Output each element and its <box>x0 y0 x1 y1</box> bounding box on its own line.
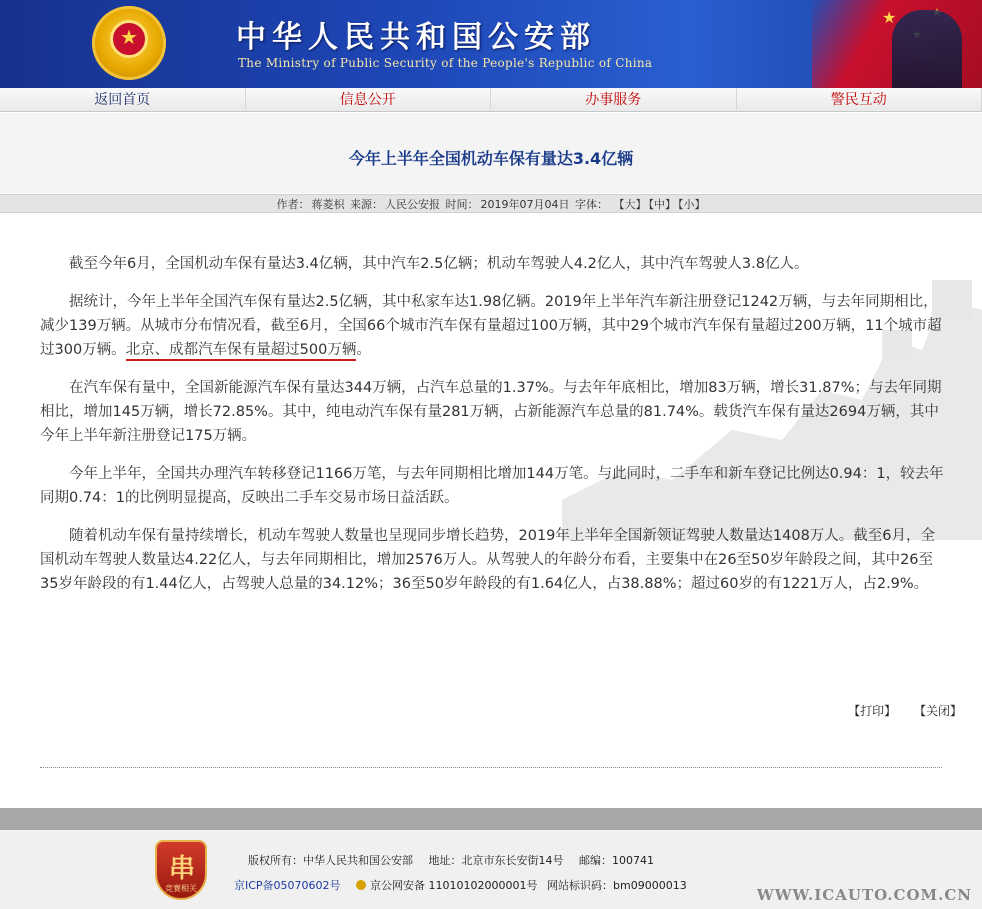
paragraph-5: 随着机动车保有量持续增长，机动车驾驶人数量也呈现同步增长趋势，2019年上半年全国新领证驾驶人数量达1408万人。截至6月，全国机动车驾驶人数量达4.22亿人，与去年同期相比，增加2576万人。从驾驶人的年龄分布看，主要集中在26至50岁年龄段之间，其中26至35岁年龄段的有1.44亿人，占驾驶人总量的34.12%；36至50岁年龄段的有1.64亿人，占38.88%；超过60岁的有1221万人，占2.9%。 <box>40 528 936 592</box>
divider <box>40 767 942 768</box>
article-title: 今年上半年全国机动车保有量达3.4亿辆 <box>348 149 634 168</box>
police-figures-image <box>892 10 962 88</box>
nav-item-info-public[interactable]: 信息公开 <box>246 88 492 112</box>
icp-link[interactable]: 京ICP备05070602号 <box>234 879 341 892</box>
font-size-medium-button[interactable]: 【中】 <box>648 198 676 211</box>
highlighted-text: 北京、成都汽车保有量超过500万辆 <box>126 342 357 361</box>
police-record-link[interactable]: 京公网安备 11010102000001号 <box>370 879 538 892</box>
copyright-text: 版权所有：中华人民共和国公安部 <box>248 854 413 867</box>
time-value: 2019年07月04日 <box>480 198 570 211</box>
badge-caption: 竞赛相关 <box>165 884 197 893</box>
address-text: 地址：北京市东长安街14号 <box>428 854 564 867</box>
time-label: 时间： <box>445 198 479 211</box>
nav-item-interaction[interactable]: 警民互动 <box>737 88 982 112</box>
nav-item-services[interactable]: 办事服务 <box>491 88 737 112</box>
author-value: 蒋菱枳 <box>311 198 345 211</box>
footer-info <box>248 852 666 868</box>
paragraph-4: 今年上半年，全国共办理汽车转移登记1166万笔，与去年同期相比增加144万笔。与此同时，二手车和新车登记比例达0.94：1，较去年同期0.74：1的比例明显提高，反映出二手车交易市场日益活跃。 <box>40 466 944 506</box>
font-size-small-button[interactable]: 【小】 <box>678 198 706 211</box>
article-body <box>40 252 945 610</box>
footer-records <box>234 877 693 893</box>
header-banner <box>0 0 982 88</box>
flag-decoration-icon: ★ <box>812 0 982 88</box>
site-subtitle: The Ministry of Public Security of the People's Republic of China <box>238 56 653 70</box>
font-size-label: 字体： <box>575 198 608 211</box>
police-record-icon <box>356 880 366 890</box>
site-code-text: 网站标识码：bm09000013 <box>547 879 687 892</box>
paragraph-2-end: 。 <box>356 342 371 358</box>
paragraph-2 <box>40 290 945 362</box>
close-button[interactable]: 【关闭】 <box>913 704 962 718</box>
postcode-text: 邮编：100741 <box>579 854 654 867</box>
main-nav <box>0 88 982 112</box>
author-label: 作者： <box>276 198 310 211</box>
paragraph-3: 在汽车保有量中，全国新能源汽车保有量达344万辆，占汽车总量的1.37%。与去年年底相比，增加83万辆，增长31.87%；与去年同期相比，增加145万辆，增长72.85%。其中，纯电动汽车保有量281万辆，占新能源汽车总量的81.74%。载货汽车保有量达2694万辆，其中今年上半年新注册登记175万辆。 <box>40 380 942 444</box>
paragraph-2-text: 据统计，今年上半年全国汽车保有量达2.5亿辆，其中私家车达1.98亿辆。2019年上半年汽车新注册登记1242万辆，与去年同期相比，减少139万辆。从城市分布情况看，截至6月，全国66个城市汽车保有量超过100万辆，其中29个城市汽车保有量超过200万辆，11个城市超过300万辆。 <box>40 294 942 358</box>
site-title: 中华人民共和国公安部 <box>236 20 596 55</box>
footer-band <box>0 808 982 830</box>
police-emblem-icon <box>92 6 166 80</box>
nav-item-home[interactable]: 返回首页 <box>0 88 246 112</box>
font-size-large-button[interactable]: 【大】 <box>613 198 647 211</box>
article-meta <box>0 194 982 213</box>
paragraph-1: 截至今年6月，全国机动车保有量达3.4亿辆，其中汽车2.5亿辆；机动车驾驶人4.2亿人，其中汽车驾驶人3.8亿人。 <box>69 256 809 272</box>
article-actions <box>834 702 962 719</box>
source-value: 人民公安报 <box>385 198 440 211</box>
watermark-text: WWW.ICAUTO.COM.CN <box>756 886 972 904</box>
competition-badge-icon[interactable]: 串 竞赛相关 <box>155 840 207 900</box>
source-label: 来源： <box>350 198 383 211</box>
print-button[interactable]: 【打印】 <box>848 704 897 718</box>
